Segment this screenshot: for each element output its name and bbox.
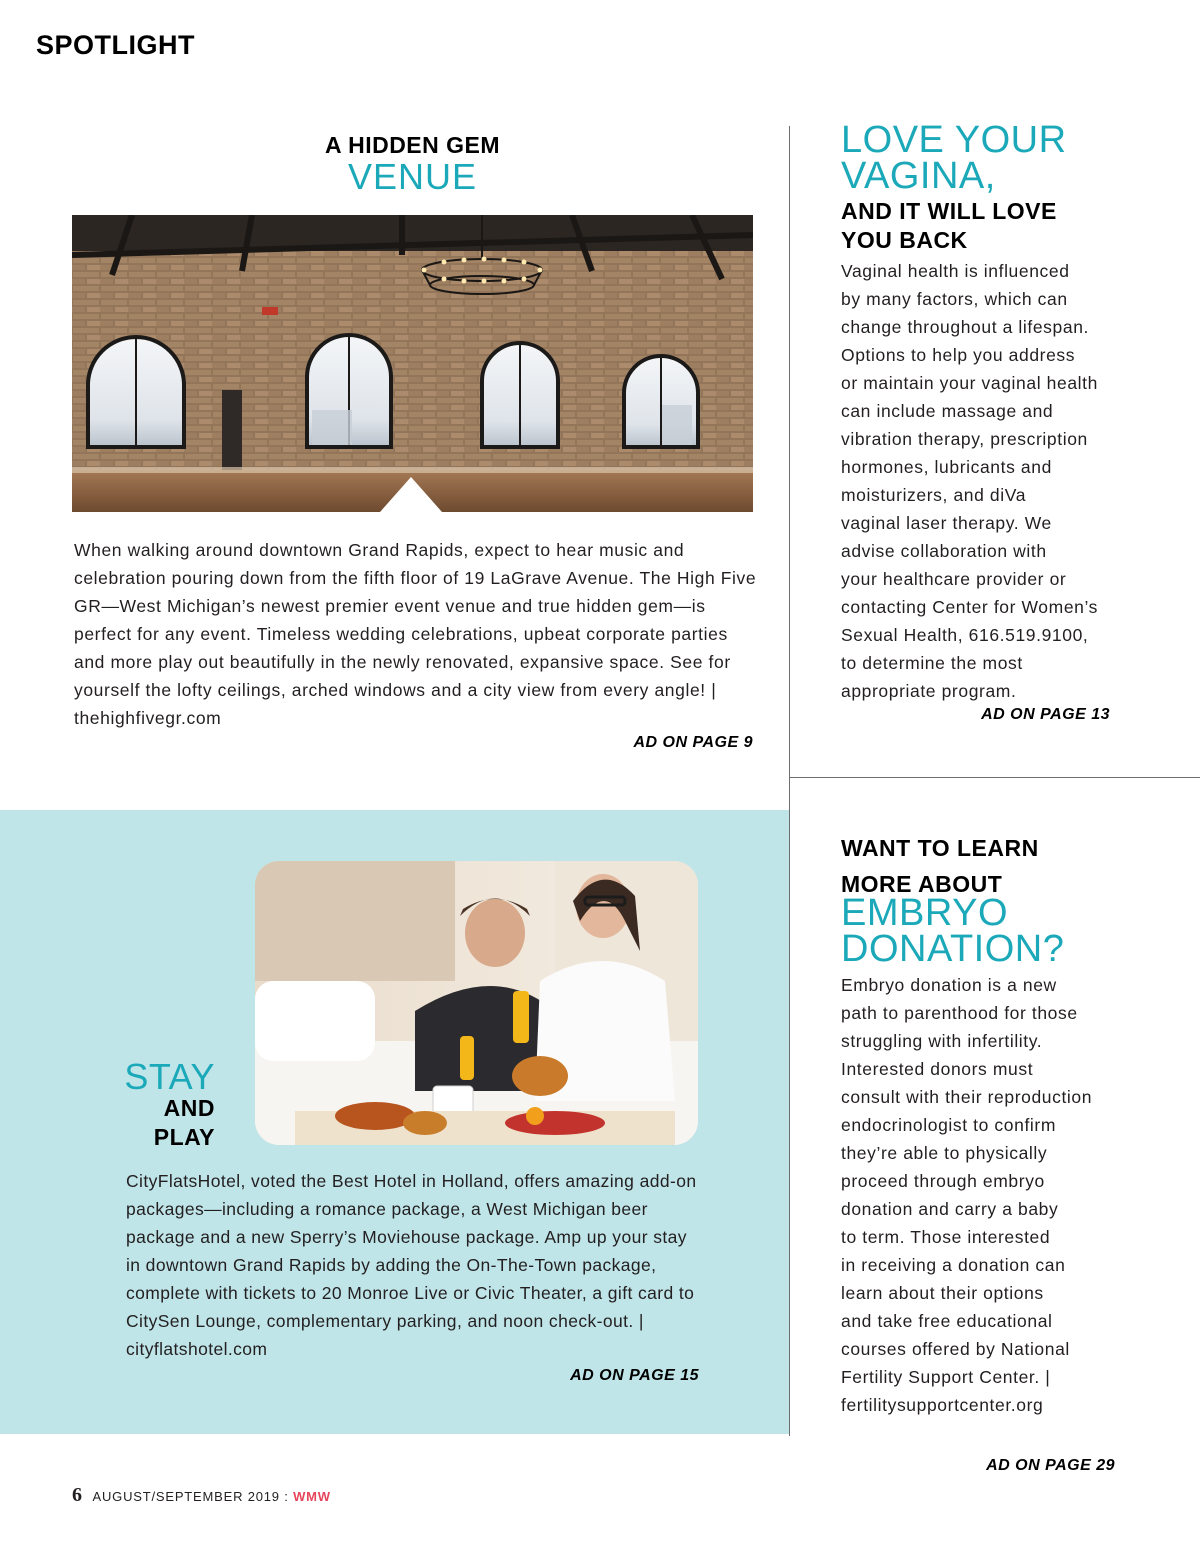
embryo-body-line: they’re able to physically (841, 1143, 1048, 1163)
venue-ad-reference: AD ON PAGE 9 (633, 734, 753, 751)
stay-subtitle-line: AND (163, 1095, 215, 1121)
embryo-kicker-line: MORE ABOUT (841, 871, 1003, 897)
stay-subtitle (0, 1094, 215, 1152)
embryo-body-line: fertilitysupportcenter.org (841, 1395, 1044, 1415)
vagina-body-line: change throughout a lifespan. (841, 317, 1089, 337)
vagina-body-line: hormones, lubricants and (841, 457, 1052, 477)
stay-photo (255, 861, 698, 1145)
embryo-body-line: path to parenthood for those (841, 1003, 1078, 1023)
vagina-body-line: your healthcare provider or (841, 569, 1067, 589)
embryo-title-line: DONATION? (841, 928, 1065, 970)
vagina-title-line: LOVE YOUR (841, 119, 1067, 161)
vagina-subtitle-line: YOU BACK (841, 227, 968, 253)
vagina-body-line: Options to help you address (841, 345, 1076, 365)
footer-separator: : (284, 1489, 294, 1504)
vagina-subtitle-line: AND IT WILL LOVE (841, 198, 1057, 224)
vagina-body-line: vaginal laser therapy. We (841, 513, 1052, 533)
vagina-body-text (841, 257, 1141, 705)
vagina-body-line: appropriate program. (841, 681, 1017, 701)
column-divider (789, 126, 790, 1436)
brand-name: WMW (293, 1489, 331, 1504)
embryo-body-line: Interested donors must (841, 1059, 1034, 1079)
embryo-body-line: courses offered by National (841, 1339, 1070, 1359)
row-divider (789, 777, 1200, 778)
embryo-kicker-line: WANT TO LEARN (841, 835, 1039, 861)
vagina-body-line: to determine the most (841, 653, 1023, 673)
vagina-body-line: can include massage and (841, 401, 1054, 421)
venue-title: VENUE (347, 156, 478, 197)
vagina-body-line: by many factors, which can (841, 289, 1068, 309)
section-label: SPOTLIGHT (36, 30, 195, 60)
embryo-body-text (841, 971, 1131, 1419)
vagina-body-line: Sexual Health, 616.519.9100, (841, 625, 1089, 645)
vagina-body-line: moisturizers, and diVa (841, 485, 1027, 505)
issue-date: AUGUST/SEPTEMBER 2019 (92, 1489, 280, 1504)
page-number: 6 (72, 1484, 83, 1506)
embryo-title-line: EMBRYO (841, 892, 1009, 934)
stay-body-text: CityFlatsHotel, voted the Best Hotel in Holland, offers amazing add-on packages—including a romance package, a West Michigan beer package and a new Sperry’s Moviehouse package. Amp up your stay in downtown Grand Rapids by adding the On-The-Town package, complete with tickets to 20 Monroe Live or Civic Theater, a gift card to CitySen Lounge, complementary parking, and noon check-out. | cityflatshotel.com (126, 1171, 697, 1359)
embryo-body-line: endocrinologist to confirm (841, 1115, 1057, 1135)
embryo-body-line: Embryo donation is a new (841, 975, 1057, 995)
stay-subtitle-line: PLAY (153, 1124, 215, 1150)
embryo-body-line: consult with their reproduction (841, 1087, 1093, 1107)
embryo-body-line: struggling with infertility. (841, 1031, 1043, 1051)
stay-title: STAY (124, 1056, 215, 1097)
stay-ad-reference: AD ON PAGE 15 (570, 1367, 699, 1384)
vagina-title (841, 119, 1067, 197)
embryo-ad-reference: AD ON PAGE 29 (986, 1457, 1115, 1474)
page-footer (72, 1484, 331, 1507)
embryo-body-line: donation and carry a baby (841, 1199, 1059, 1219)
vagina-subtitle (841, 197, 1057, 255)
venue-body-text: When walking around downtown Grand Rapids, expect to hear music and celebration pouring down from the fifth floor of 19 LaGrave Avenue. The High Five GR—West Michigan’s newest premier event venue and true hidden gem—is perfect for any event. Timeless wedding celebrations, upbeat corporate parties and more play out beautifully in the newly renovated, expansive space. See for yourself the lofty ceilings, arched windows and a city view from every angle! | thehighfivegr.com (74, 540, 757, 728)
embryo-body-line: in receiving a donation can (841, 1255, 1066, 1275)
venue-kicker: A HIDDEN GEM (324, 132, 501, 158)
vagina-body-line: contacting Center for Women’s (841, 597, 1099, 617)
embryo-title (841, 892, 1065, 970)
vagina-body-line: or maintain your vaginal health (841, 373, 1098, 393)
vagina-body-line: vibration therapy, prescription (841, 429, 1088, 449)
vagina-body-line: advise collaboration with (841, 541, 1047, 561)
embryo-body-line: learn about their options (841, 1283, 1044, 1303)
venue-photo (72, 215, 753, 512)
embryo-body-line: Fertility Support Center. | (841, 1367, 1051, 1387)
embryo-body-line: proceed through embryo (841, 1171, 1045, 1191)
vagina-body-line: Vaginal health is influenced (841, 261, 1070, 281)
embryo-body-line: and take free educational (841, 1311, 1053, 1331)
embryo-body-line: to term. Those interested (841, 1227, 1051, 1247)
vagina-title-line: VAGINA, (841, 155, 996, 197)
vagina-ad-reference: AD ON PAGE 13 (981, 706, 1110, 723)
